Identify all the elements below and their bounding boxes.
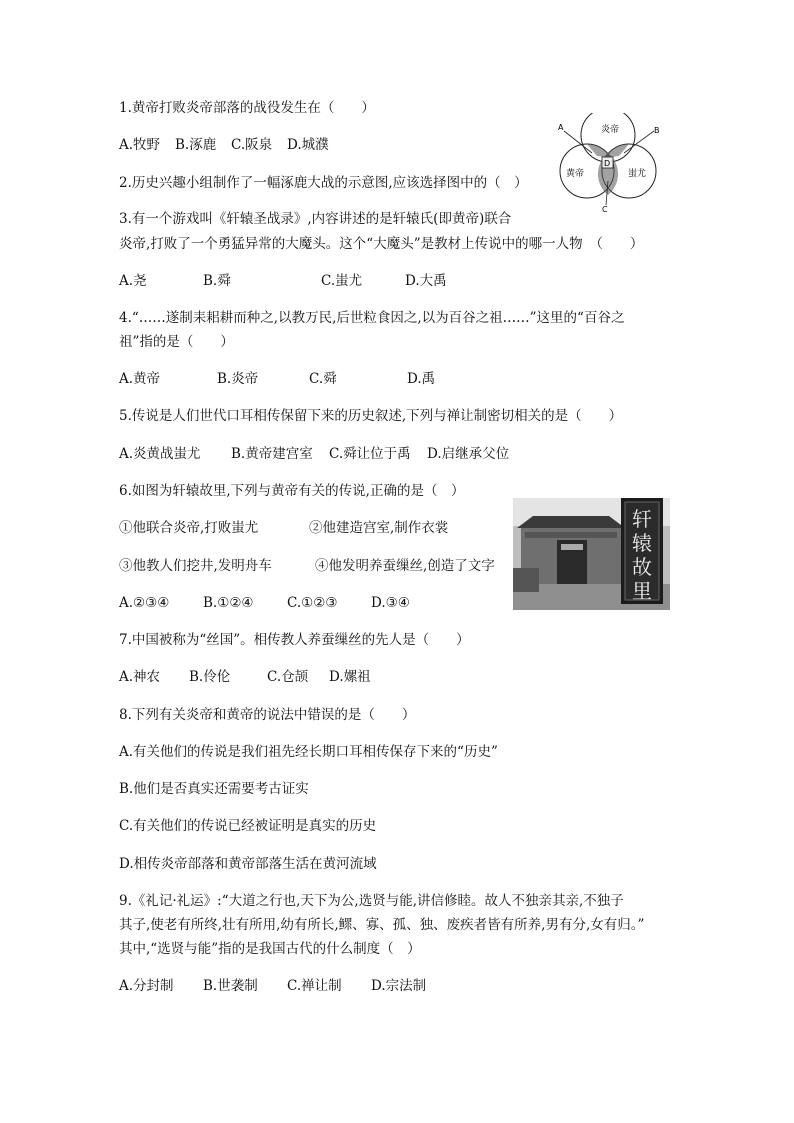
q8-option-a[interactable]: A.有关他们的传说是我们祖先经长期口耳相传保存下来的“历史”: [119, 744, 498, 760]
q4-stem-line2: 祖”指的是（ ）: [119, 334, 234, 350]
photo-char-1: 轩: [632, 507, 652, 531]
q9-option-d[interactable]: D.宗法制: [371, 978, 427, 994]
q6-items-line2: [119, 557, 495, 575]
q4-option-c[interactable]: C.舜: [309, 371, 337, 387]
q7-stem: 7.中国被称为“丝国”。相传教人养蚕缫丝的先人是（ ）: [119, 632, 470, 648]
q7-option-d[interactable]: D.嫘祖: [329, 669, 371, 685]
q9-stem-line3: 其中,“选贤与能”指的是我国古代的什么制度（ ）: [119, 941, 421, 957]
q1-option-a[interactable]: A.牧野: [119, 137, 161, 153]
xuanyuan-photo-image: [513, 498, 670, 610]
q8-stem: 8.下列有关炎帝和黄帝的说法中错误的是（ ）: [119, 707, 416, 723]
q9-options: [119, 977, 426, 995]
q1-option-c[interactable]: C.阪泉: [231, 137, 273, 153]
photo-char-3: 故: [632, 555, 652, 579]
venn-marker-b: B: [654, 126, 660, 135]
q3-option-b[interactable]: B.舜: [203, 273, 231, 289]
q1-option-d[interactable]: D.城濮: [287, 137, 329, 153]
q3-option-d[interactable]: D.大禹: [405, 273, 447, 289]
q9-option-b[interactable]: B.世袭制: [203, 978, 258, 994]
q3-options: [119, 272, 447, 290]
q6-items-line1: [119, 519, 448, 537]
q6-item-1: ①他联合炎帝,打败蚩尤: [119, 520, 259, 536]
q4-option-d[interactable]: D.禹: [407, 371, 436, 387]
venn-label-huangdi: 黄帝: [566, 169, 585, 179]
q7-options: [119, 668, 371, 686]
photo-char-2: 辕: [632, 531, 652, 555]
q9-option-a[interactable]: A.分封制: [119, 978, 174, 994]
q4-option-a[interactable]: A.黄帝: [119, 371, 161, 387]
q2-stem: 2.历史兴趣小组制作了一幅涿鹿大战的示意图,应该选择图中的（ ）: [119, 175, 528, 191]
q7-option-c[interactable]: C.仓颉: [267, 669, 309, 685]
q5-option-d[interactable]: D.启继承父位: [427, 446, 510, 462]
q4-option-b[interactable]: B.炎帝: [217, 371, 259, 387]
q6-item-3: ③他教人们挖井,发明舟车: [119, 558, 272, 574]
q1-stem: 1.黄帝打败炎帝部落的战役发生在（ ）: [119, 100, 375, 116]
q6-options: [119, 594, 410, 612]
q9-stem-line2: 其子,使老有所终,壮有所用,幼有所长,鳏、寡、孤、独、废疾者皆有所养,男有分,女有归。”: [119, 917, 645, 933]
venn-label-yandi: 炎帝: [601, 125, 620, 135]
q4-options: [119, 370, 435, 388]
q6-option-a[interactable]: A.②③④: [119, 595, 170, 611]
q1-options: [119, 136, 329, 154]
q6-stem: 6.如图为轩辕故里,下列与黄帝有关的传说,正确的是（ ）: [119, 483, 465, 499]
venn-label-chiyou: 蚩尤: [628, 169, 647, 179]
q5-options: [119, 445, 509, 463]
venn-diagram: [552, 113, 672, 213]
venn-marker-a: A: [558, 123, 564, 132]
q6-option-c[interactable]: C.①②③: [287, 595, 338, 611]
q5-option-c[interactable]: C.舜让位于禹: [329, 446, 411, 462]
q6-item-4: ④他发明养蚕缫丝,创造了文字: [315, 558, 495, 574]
q8-option-c[interactable]: C.有关他们的传说已经被证明是真实的历史: [119, 818, 377, 834]
venn-marker-d: D: [604, 159, 611, 168]
q6-item-2: ②他建造宫室,制作衣裳: [309, 520, 449, 536]
photo-char-4: 里: [632, 579, 652, 603]
q8-option-b[interactable]: B.他们是否真实还需要考古证实: [119, 781, 309, 797]
q6-option-d[interactable]: D.③④: [371, 595, 410, 611]
q3-stem-line2: 炎帝,打败了一个勇猛异常的大魔头。这个“大魔头”是教材上传说中的哪一人物 （ ）: [119, 236, 644, 252]
q6-option-b[interactable]: B.①②④: [203, 595, 254, 611]
q9-option-c[interactable]: C.禅让制: [287, 978, 342, 994]
q8-option-d[interactable]: D.相传炎帝部落和黄帝部落生活在黄河流域: [119, 856, 377, 872]
q4-stem-line1: 4.“……遂制耒耜耕而种之,以教万民,后世粒食因之,以为百谷之祖……”这里的“百谷之: [119, 310, 625, 326]
q9-stem-line1: 9.《礼记·礼运》:“大道之行也,天下为公,选贤与能,讲信修睦。故人不独亲其亲,不独子: [119, 893, 624, 909]
q5-option-b[interactable]: B.黄帝建宫室: [231, 446, 313, 462]
q1-option-b[interactable]: B.涿鹿: [175, 137, 217, 153]
venn-marker-c: C: [602, 205, 608, 213]
q3-option-c[interactable]: C.蚩尤: [321, 273, 363, 289]
q5-option-a[interactable]: A.炎黄战蚩尤: [119, 446, 201, 462]
q3-option-a[interactable]: A.尧: [119, 273, 147, 289]
q7-option-b[interactable]: B.伶伦: [189, 669, 231, 685]
q3-stem-line1: 3.有一个游戏叫《轩辕圣战录》,内容讲述的是轩辕氏(即黄帝)联合: [119, 211, 512, 227]
q5-stem: 5.传说是人们世代口耳相传保留下来的历史叙述,下列与禅让制密切相关的是（ ）: [119, 408, 623, 424]
xuanyuan-photo: [513, 498, 670, 610]
q7-option-a[interactable]: A.神农: [119, 669, 161, 685]
